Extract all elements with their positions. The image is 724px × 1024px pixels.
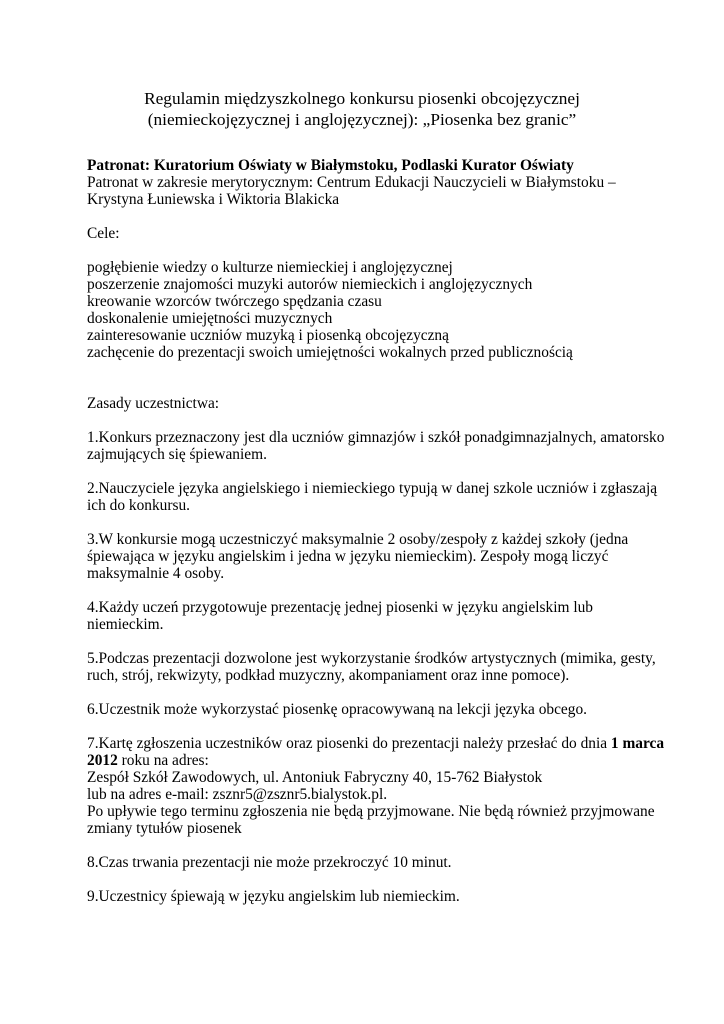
goal-item: zainteresowanie uczniów muzyką i piosenką obcojęzyczną bbox=[87, 327, 449, 344]
rule-line: maksymalnie 4 osoby. bbox=[87, 565, 225, 582]
patronage-line-1: Patronat w zakresie merytorycznym: Centrum Edukacji Nauczycieli w Białymstoku – bbox=[87, 174, 616, 191]
rule-3 bbox=[87, 531, 667, 582]
rule-line: 1.Konkurs przeznaczony jest dla uczniów gimnazjów i szkół ponadgimnazjalnych, amatorsko bbox=[87, 429, 665, 446]
rule-7-line-2 bbox=[87, 752, 667, 769]
rule-line: zajmujących się śpiewaniem. bbox=[87, 446, 267, 463]
title-line-2: (niemieckojęzycznej i anglojęzycznej): „Piosenka bez granic” bbox=[147, 110, 577, 129]
patronage-main: Patronat: Kuratorium Oświaty w Białymstoku, Podlaski Kurator Oświaty bbox=[87, 157, 574, 174]
rule-4 bbox=[87, 599, 667, 633]
rule-line: 4.Każdy uczeń przygotowuje prezentację jednej piosenki w języku angielskim lub bbox=[87, 599, 594, 616]
deadline-date: 1 marca bbox=[610, 735, 665, 752]
rules-heading: Zasady uczestnictwa: bbox=[87, 395, 220, 412]
patronage-line-2: Krystyna Łuniewska i Wiktoria Blakicka bbox=[87, 191, 340, 208]
rule-6: 6.Uczestnik może wykorzystać piosenkę opracowywaną na lekcji języka obcego. bbox=[87, 701, 588, 718]
goal-item: zachęcenie do prezentacji swoich umiejętności wokalnych przed publicznością bbox=[87, 344, 573, 361]
rule-line: 2.Nauczyciele języka angielskiego i niemieckiego typują w danej szkole uczniów i zgłaszają bbox=[87, 480, 658, 497]
goal-item: kreowanie wzorców twórczego spędzania czasu bbox=[87, 293, 382, 310]
rule-line: ruch, strój, rekwizyty, podkład muzyczny, akompaniament oraz inne pomoce). bbox=[87, 667, 570, 684]
rule-line: 3.W konkursie mogą uczestniczyć maksymalnie 2 osoby/zespoły z każdej szkoły (jedna bbox=[87, 531, 629, 548]
goals-heading: Cele: bbox=[87, 225, 120, 242]
rule-2 bbox=[87, 480, 667, 514]
rule-8: 8.Czas trwania prezentacji nie może przekroczyć 10 minut. bbox=[87, 854, 452, 871]
goal-item: doskonalenie umiejętności muzycznych bbox=[87, 310, 333, 327]
deadline-year: 2012 bbox=[87, 752, 118, 769]
goal-item: poszerzenie znajomości muzyki autorów niemieckich i anglojęzycznych bbox=[87, 276, 533, 293]
rule-7-text: 7.Kartę zgłoszenia uczestników oraz piosenki do prezentacji należy przesłać do dnia bbox=[87, 735, 611, 752]
rule-7-text: roku na adres: bbox=[117, 752, 209, 769]
rule-9: 9.Uczestnicy śpiewają w języku angielskim lub niemieckim. bbox=[87, 888, 460, 905]
rule-5 bbox=[87, 650, 667, 684]
rule-line: ich do konkursu. bbox=[87, 497, 191, 514]
rule-7-line-1 bbox=[87, 735, 667, 752]
rule-7 bbox=[87, 735, 667, 837]
title-line-1: Regulamin międzyszkolnego konkursu piosenki obcojęzycznej bbox=[144, 89, 580, 108]
email-address: lub na adres e-mail: zsznr5@zsznr5.bialystok.pl. bbox=[87, 786, 388, 803]
rule-line: śpiewająca w języku angielskim i jedna w języku niemieckim). Zespoły mogą liczyć bbox=[87, 548, 609, 565]
rule-line: niemieckim. bbox=[87, 616, 164, 633]
rule-7-note: zmiany tytułów piosenek bbox=[87, 820, 242, 837]
rule-7-note: Po upływie tego terminu zgłoszenia nie będą przyjmowane. Nie będą również przyjmowane bbox=[87, 803, 655, 820]
document-title bbox=[60, 88, 664, 130]
postal-address: Zespół Szkół Zawodowych, ul. Antoniuk Fabryczny 40, 15-762 Białystok bbox=[87, 769, 543, 786]
document-body bbox=[87, 157, 667, 905]
rule-1 bbox=[87, 429, 667, 463]
rule-line: 5.Podczas prezentacji dozwolone jest wykorzystanie środków artystycznych (mimika, gesty, bbox=[87, 650, 656, 667]
goal-item: pogłębienie wiedzy o kulturze niemieckiej i anglojęzycznej bbox=[87, 259, 453, 276]
